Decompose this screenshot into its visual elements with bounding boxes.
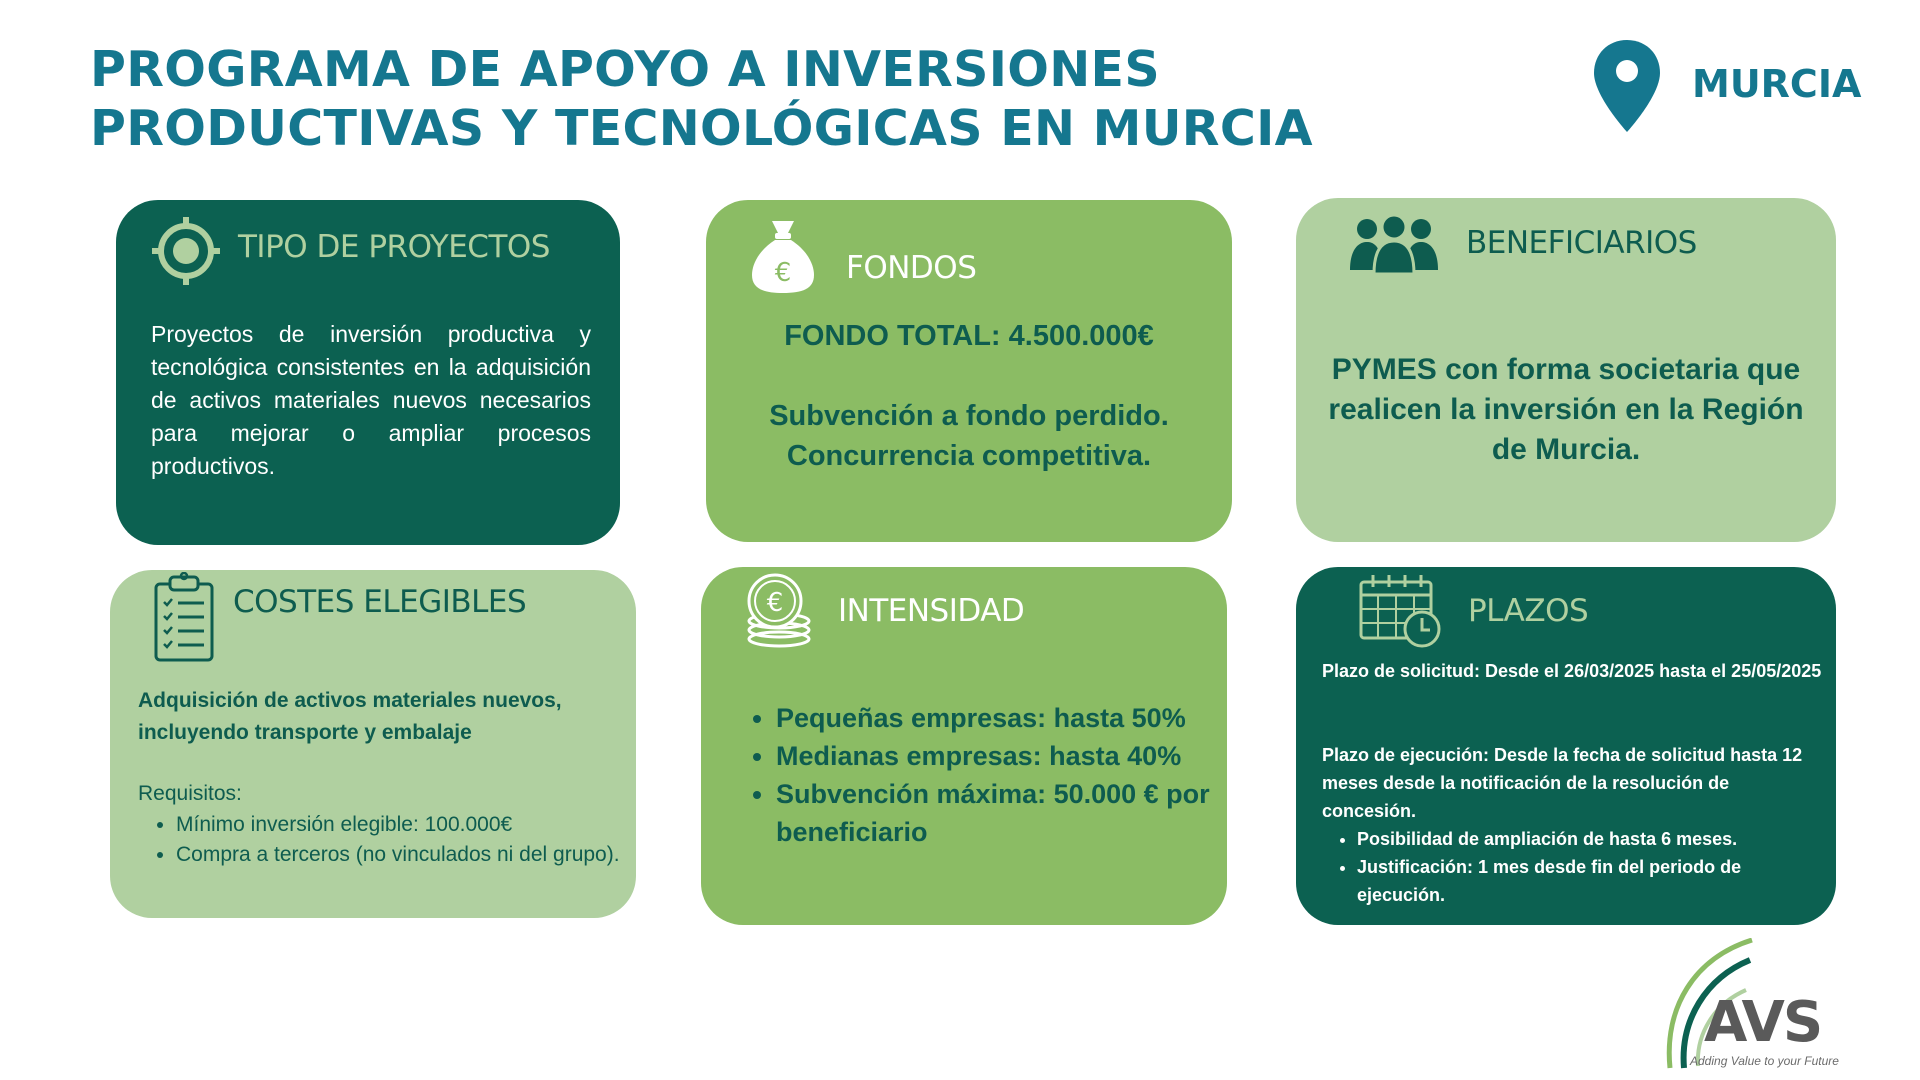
coins-icon — [743, 573, 813, 649]
card-fondos — [706, 200, 1232, 542]
intensidad-item: • Subvención máxima: 50.000 € por beneficiario — [776, 775, 1216, 851]
money-bag-icon — [750, 219, 816, 295]
card-beneficiarios-heading: BENEFICIARIOS — [1466, 225, 1697, 261]
logo-tagline: Adding Value to your Future — [1690, 1054, 1839, 1068]
fondo-total: FONDO TOTAL: 4.500.000€ — [784, 320, 1154, 352]
intensidad-item: • Pequeñas empresas: hasta 50% — [776, 699, 1216, 737]
page-title-line-1: PROGRAMA DE APOYO A INVERSIONES — [90, 41, 1160, 98]
svg-text:€: € — [766, 588, 784, 618]
card-costes-elegibles — [110, 570, 636, 918]
requisito-item: • Mínimo inversión elegible: 100.000€ — [176, 810, 626, 840]
card-tipo-body: Proyectos de inversión productiva y tecnológica consistentes en la adquisición de activos materiales nuevos necesarios para mejorar o ampliar procesos productivos. — [151, 321, 591, 479]
card-tipo-heading: TIPO DE PROYECTOS — [238, 229, 550, 265]
fondos-concurrencia-line: Concurrencia competitiva. — [786, 440, 1152, 472]
intensidad-list — [776, 699, 1216, 851]
region-label: MURCIA — [1692, 62, 1862, 106]
card-fondos-heading: FONDOS — [846, 250, 977, 286]
costes-main-text: Adquisición de activos materiales nuevos, incluyendo transporte y embalaje — [138, 689, 562, 744]
plazos-list — [1357, 825, 1822, 909]
requisitos-label: Requisitos: — [138, 782, 242, 805]
requisito-item: • Compra a terceros (no vinculados ni del grupo). — [176, 840, 626, 870]
card-plazos — [1296, 567, 1836, 925]
card-tipo-proyectos — [116, 200, 620, 545]
calendar-clock-icon — [1358, 573, 1442, 649]
plazo-solicitud: Plazo de solicitud: Desde el 26/03/2025 hasta el 25/05/2025 — [1322, 661, 1822, 681]
logo-text: AVS — [1704, 990, 1822, 1055]
avs-logo — [1650, 938, 1850, 1078]
card-costes-heading: COSTES ELEGIBLES — [233, 584, 527, 620]
region-badge — [1592, 38, 1862, 138]
card-intensidad — [701, 567, 1227, 925]
intensidad-item: • Medianas empresas: hasta 40% — [776, 737, 1216, 775]
card-beneficiarios — [1296, 198, 1836, 542]
plazos-item: • Posibilidad de ampliación de hasta 6 meses. — [1357, 825, 1822, 853]
svg-text:€: € — [774, 258, 792, 288]
card-beneficiarios-body: PYMES con forma societaria que realicen la inversión en la Región de Murcia. — [1328, 353, 1804, 466]
clipboard-icon — [152, 572, 216, 664]
plazo-ejecucion: Plazo de ejecución: Desde la fecha de solicitud hasta 12 meses desde la notificación de la resolución de concesión. — [1322, 745, 1803, 821]
page-title — [90, 40, 1313, 158]
requisitos-list — [176, 810, 626, 870]
plazos-item: • Justificación: 1 mes desde fin del periodo de ejecución. — [1357, 853, 1822, 909]
page-title-line-2: PRODUCTIVAS Y TECNOLÓGICAS EN MURCIA — [90, 100, 1313, 157]
map-pin-icon — [1592, 38, 1662, 134]
card-intensidad-heading: INTENSIDAD — [838, 593, 1025, 629]
fondos-subvencion-line: Subvención a fondo perdido. — [769, 400, 1169, 432]
target-icon — [150, 215, 222, 287]
people-icon — [1350, 214, 1438, 274]
card-plazos-heading: PLAZOS — [1468, 593, 1589, 629]
